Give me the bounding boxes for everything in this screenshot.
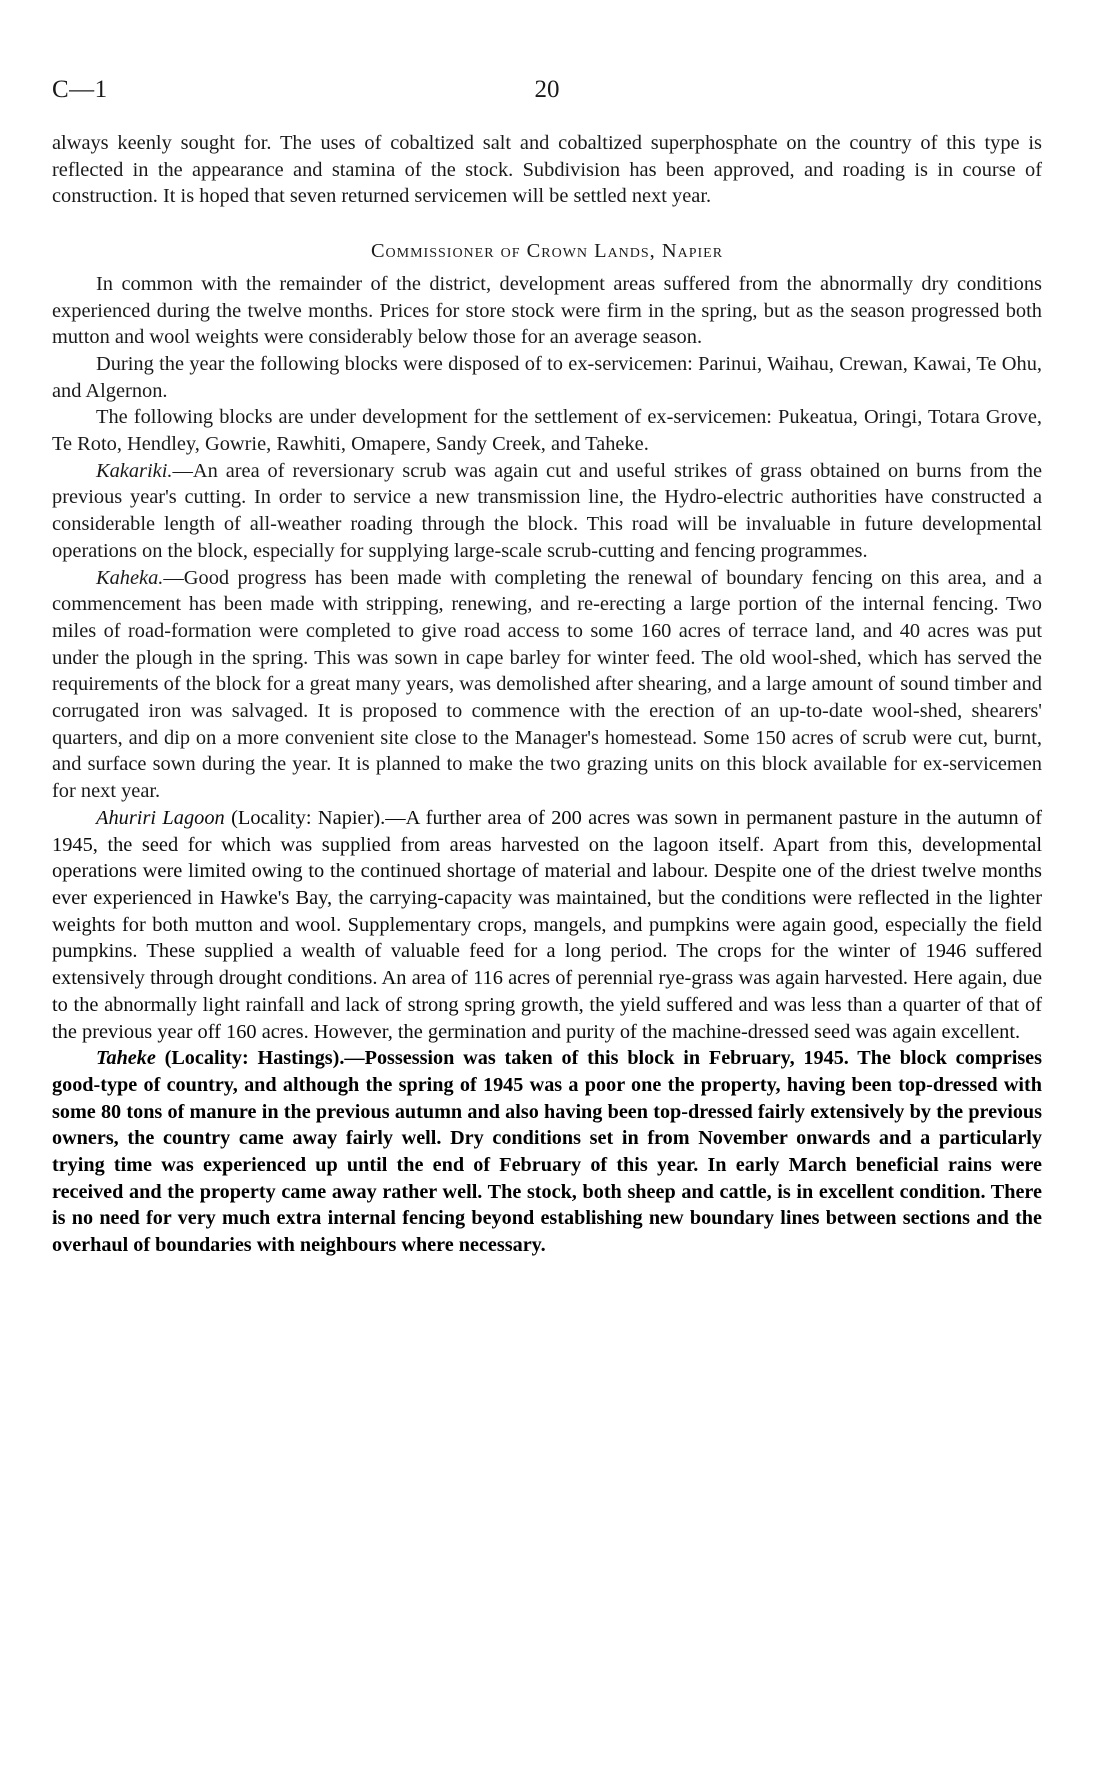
paragraph-lead-ahuriri-lagoon: Ahuriri Lagoon <box>96 806 225 829</box>
paragraph-blocks-under-development: The following blocks are under development for the settlement of ex-servicemen: Pukeatua, Oringi, Totara Grove, Te Roto, Hendley, Gowrie, Rawhiti, Omapere, Sandy Creek, and Taheke. <box>52 406 1042 456</box>
page-reference: C—1 <box>52 76 108 103</box>
paragraph-text-ahuriri-lagoon: (Locality: Napier).—A further area of 200 acres was sown in permanent pasture in the autumn of 1945, the seed for which was supplied from areas harvested on the lagoon itself. Apart from this, developmental operations were limited owing to the continued shortage of material and labour. Despite one of the driest twelve months ever experienced in Hawke's Bay, the carrying-capacity was maintained, but the conditions were reflected in the lighter weights for both mutton and wool. Supplementary crops, mangels, and pumpkins were again good, especially the field pumpkins. These supplied a wealth of valuable feed for a long period. The crops for the winter of 1946 suffered extensively through drought conditions. An area of 116 acres of perennial rye-grass was again harvested. Here again, due to the abnormally light rainfall and lack of strong spring growth, the yield suffered and was less than a quarter of that of the previous year off 160 acres. However, the germination and purity of the machine-dressed seed was again excellent. <box>52 806 1042 1043</box>
paragraph-lead-kaheka: Kaheka. <box>96 566 164 589</box>
paragraph-lead-taheke: Taheke <box>96 1047 156 1070</box>
section-heading: Commissioner of Crown Lands, Napier <box>370 240 724 263</box>
paragraph-text-taheke: (Locality: Hastings).—Possession was taken of this block in February, 1945. The block comprises good-type of country, and although the spring of 1945 was a poor one the property, having been top-dressed with some 80 tons of manure in the previous autumn and also having been top-dressed fairly extensively by the previous owners, the country came away fairly well. Dry conditions set in from November onwards and a particularly trying time was experienced up until the end of February of this year. In early March beneficial rains were received and the property came away rather well. The stock, both sheep and cattle, is in excellent condition. There is no need for very much extra internal fencing beyond establishing new boundary lines between sections and the overhaul of boundaries with neighbours where necessary. <box>52 1047 1042 1257</box>
paragraph-ahuriri-lagoon <box>52 805 1042 1045</box>
paragraph-kakariki <box>52 458 1042 565</box>
paragraph-text-kakariki: —An area of reversionary scrub was again cut and useful strikes of grass obtained on burns from the previous year's cutting. In order to service a new transmission line, the Hydro-electric authorities have constructed a considerable length of all-weather roading through the block. This road will be invaluable in future developmental operations on the block, especially for supplying large-scale scrub-cutting and fencing programmes. <box>52 459 1042 562</box>
paragraph-lead-kakariki: Kakariki. <box>96 459 173 482</box>
paragraph-general: In common with the remainder of the district, development areas suffered from the abnormally dry conditions experienced during the twelve months. Prices for store stock were firm in the spring, but as the season progressed both mutton and wool weights were considerably below those for an average season. <box>52 272 1042 349</box>
paragraph-kaheka <box>52 565 1042 805</box>
paragraph-blocks-disposed: During the year the following blocks were disposed of to ex-servicemen: Parinui, Waihau, Crewan, Kawai, Te Ohu, and Algernon. <box>52 352 1042 402</box>
page-number: 20 <box>534 76 560 103</box>
body-text <box>52 130 1042 1259</box>
running-head <box>52 76 1042 116</box>
paragraph-text-kaheka: —Good progress has been made with completing the renewal of boundary fencing on this area, and a commencement has been made with stripping, renewing, and re-erecting a large portion of the internal fencing. Two miles of road-formation were completed to give road access to some 160 acres of terrace land, and 40 acres was put under the plough in the spring. This was sown in cape barley for winter feed. The old wool-shed, which has served the requirements of the block for a great many years, was demolished after shearing, and a large amount of sound timber and corrugated iron was salvaged. It is proposed to commence with the erection of an up-to-date wool-shed, shearers' quarters, and dip on a more convenient site close to the Manager's homestead. Some 150 acres of scrub were cut, burnt, and surface sown during the year. It is planned to make the two grazing units on this block available for ex-servicemen for next year. <box>52 566 1042 803</box>
paragraph-taheke <box>52 1045 1042 1259</box>
paragraph-continuation: always keenly sought for. The uses of cobaltized salt and cobaltized superphosphate on the country of this type is reflected in the appearance and stamina of the stock. Subdivision has been approved, and roading is in course of construction. It is hoped that seven returned servicemen will be settled next year. <box>52 132 1042 208</box>
